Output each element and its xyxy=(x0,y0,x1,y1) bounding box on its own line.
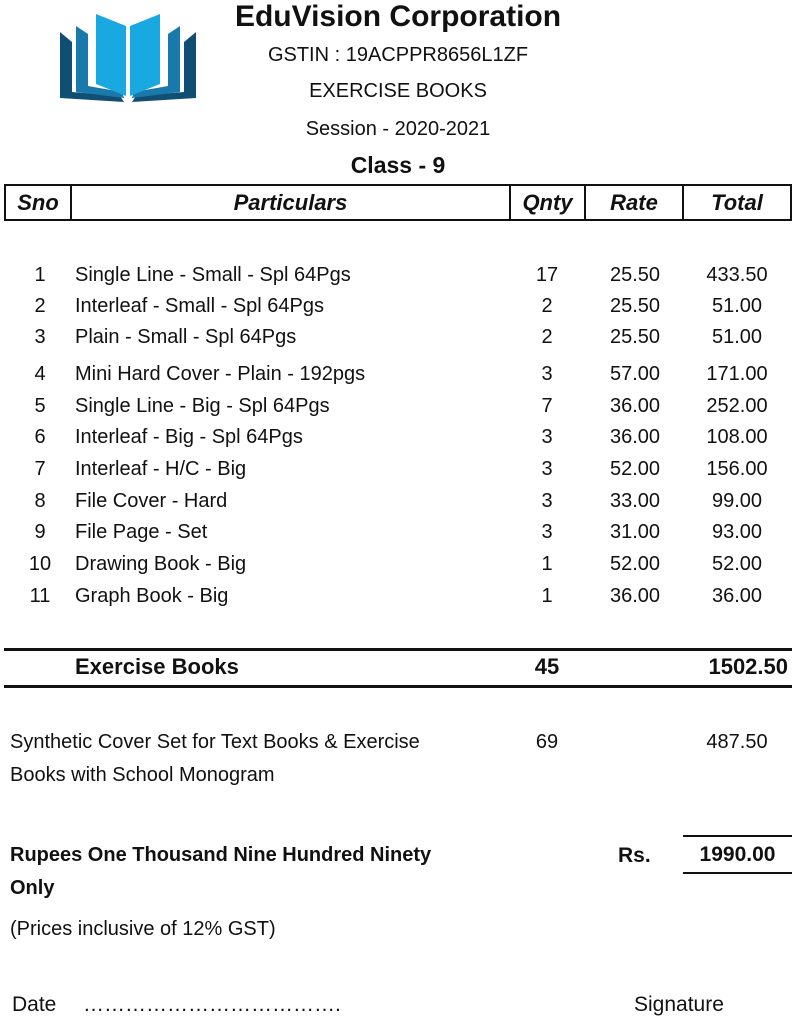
col-header-sno: Sno xyxy=(17,190,59,215)
row-total: 108.00 xyxy=(706,426,768,448)
row-sno: 9 xyxy=(34,521,46,543)
row-sno: 5 xyxy=(34,395,46,417)
class-title: Class - 9 xyxy=(350,152,446,178)
amount-in-words-line1: Rupees One Thousand Nine Hundred Ninety xyxy=(10,844,432,866)
subtotal-top-rule xyxy=(4,648,792,651)
row-rate: 31.00 xyxy=(609,521,661,543)
row-sno: 8 xyxy=(34,490,46,512)
row-rate: 57.00 xyxy=(609,363,661,385)
row-qnty: 2 xyxy=(541,326,553,348)
subtotal-bottom-rule xyxy=(4,685,792,688)
table-row xyxy=(0,395,796,425)
row-particulars: File Cover - Hard xyxy=(75,490,228,512)
row-total: 51.00 xyxy=(711,326,763,348)
row-rate: 25.50 xyxy=(609,326,661,348)
grand-total-bottom-rule xyxy=(683,872,792,874)
row-qnty: 7 xyxy=(541,395,553,417)
row-sno: 10 xyxy=(28,553,52,575)
col-header-rate: Rate xyxy=(610,190,658,215)
row-particulars: Plain - Small - Spl 64Pgs xyxy=(75,326,297,348)
cover-qnty: 69 xyxy=(535,731,559,753)
row-qnty: 2 xyxy=(541,295,553,317)
row-rate: 52.00 xyxy=(609,553,661,575)
gst-note: (Prices inclusive of 12% GST) xyxy=(10,918,276,940)
company-name: EduVision Corporation xyxy=(234,0,562,33)
row-sno: 7 xyxy=(34,458,46,480)
table-row xyxy=(0,490,796,520)
logo-inner-right-page xyxy=(130,14,160,96)
grand-total-amount: 1990.00 xyxy=(699,843,776,866)
row-particulars: Mini Hard Cover - Plain - 192pgs xyxy=(75,363,366,385)
table-row xyxy=(0,585,796,615)
logo-inner-left-page xyxy=(96,14,126,96)
currency-label: Rs. xyxy=(618,844,651,867)
row-sno: 2 xyxy=(34,295,46,317)
row-rate: 36.00 xyxy=(609,426,661,448)
table-header xyxy=(4,184,792,221)
row-qnty: 17 xyxy=(535,264,559,286)
row-total: 36.00 xyxy=(711,585,763,607)
date-field[interactable]: ………………………………. xyxy=(83,993,341,1016)
row-particulars: Interleaf - Small - Spl 64Pgs xyxy=(75,295,324,317)
grand-total-top-rule xyxy=(683,835,792,837)
row-qnty: 3 xyxy=(541,490,553,512)
row-particulars: Single Line - Big - Spl 64Pgs xyxy=(75,395,330,417)
row-total: 52.00 xyxy=(711,553,763,575)
row-qnty: 3 xyxy=(541,363,553,385)
row-qnty: 3 xyxy=(541,521,553,543)
gstin: GSTIN : 19ACPPR8656L1ZF xyxy=(267,44,529,66)
row-sno: 6 xyxy=(34,426,46,448)
row-total: 433.50 xyxy=(706,264,768,286)
row-total: 171.00 xyxy=(706,363,768,385)
signature-label: Signature xyxy=(634,993,724,1016)
row-total: 99.00 xyxy=(711,490,763,512)
row-qnty: 3 xyxy=(541,458,553,480)
row-rate: 36.00 xyxy=(609,585,661,607)
row-qnty: 1 xyxy=(541,553,553,575)
session: Session - 2020-2021 xyxy=(305,118,491,140)
table-row xyxy=(0,363,796,393)
col-header-particulars: Particulars xyxy=(233,190,348,215)
cover-description-line2: Books with School Monogram xyxy=(10,764,275,786)
cover-description-line1: Synthetic Cover Set for Text Books & Exercise xyxy=(10,731,420,753)
table-row xyxy=(0,521,796,551)
row-total: 51.00 xyxy=(711,295,763,317)
subtotal-row xyxy=(0,654,796,684)
row-particulars: Single Line - Small - Spl 64Pgs xyxy=(75,264,351,286)
row-rate: 36.00 xyxy=(609,395,661,417)
row-rate: 25.50 xyxy=(609,295,661,317)
table-row xyxy=(0,295,796,325)
row-total: 156.00 xyxy=(706,458,768,480)
row-sno: 3 xyxy=(34,326,46,348)
amount-in-words-line2: Only xyxy=(10,877,55,899)
row-sno: 4 xyxy=(34,363,46,385)
row-total: 93.00 xyxy=(711,521,763,543)
row-qnty: 1 xyxy=(541,585,553,607)
row-particulars: File Page - Set xyxy=(75,521,208,543)
row-particulars: Interleaf - H/C - Big xyxy=(75,458,247,480)
row-sno: 11 xyxy=(29,585,51,607)
table-row xyxy=(0,326,796,356)
row-rate: 52.00 xyxy=(609,458,661,480)
row-sno: 1 xyxy=(34,264,46,286)
date-label: Date xyxy=(12,993,57,1016)
table-row xyxy=(0,553,796,583)
row-qnty: 3 xyxy=(541,426,553,448)
table-row xyxy=(0,458,796,488)
subtotal-qnty: 45 xyxy=(534,654,560,679)
row-rate: 33.00 xyxy=(609,490,661,512)
subtotal-label: Exercise Books xyxy=(75,654,239,679)
table-row xyxy=(0,264,796,294)
row-particulars: Drawing Book - Big xyxy=(75,553,247,575)
table-row xyxy=(0,426,796,456)
col-header-total: Total xyxy=(711,190,763,215)
logo-open-book-icon xyxy=(58,12,198,104)
row-particulars: Interleaf - Big - Spl 64Pgs xyxy=(75,426,303,448)
col-header-qnty: Qnty xyxy=(522,190,573,215)
row-total: 252.00 xyxy=(706,395,768,417)
cover-total: 487.50 xyxy=(706,731,768,753)
row-particulars: Graph Book - Big xyxy=(75,585,229,607)
category-title: EXERCISE BOOKS xyxy=(309,80,487,102)
subtotal-total: 1502.50 xyxy=(708,654,788,679)
row-rate: 25.50 xyxy=(609,264,661,286)
